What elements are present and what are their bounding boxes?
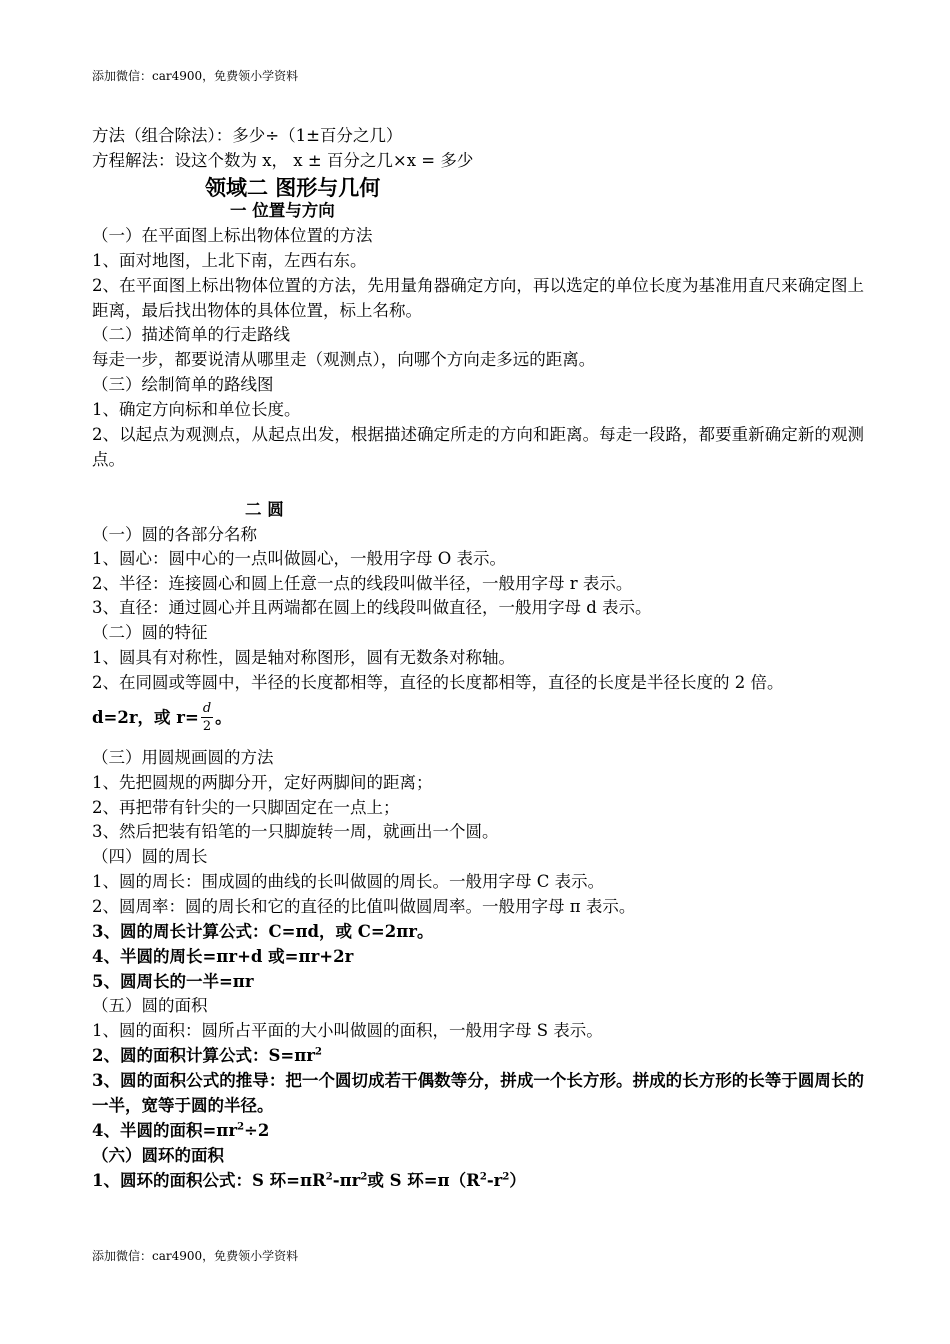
s1-sub1: （一）在平面图上标出物体位置的方法 xyxy=(92,226,373,245)
page-footer: 添加微信：car4900，免费领小学资料 xyxy=(92,1249,299,1263)
intro-method: 方法（组合除法）：多少÷（1±百分之几） xyxy=(92,126,403,145)
s2-p14: 1、圆的面积：圆所占平面的大小叫做圆的面积，一般用字母 S 表示。 xyxy=(92,1021,603,1040)
s2-p4: 1、圆具有对称性，圆是轴对称图形，圆有无数条对称轴。 xyxy=(92,648,515,667)
superscript-2: 2 xyxy=(502,1171,510,1183)
section2-title: 二 圆 xyxy=(245,500,284,519)
ring-formula-a: 1、圆环的面积公式：S 环=πR xyxy=(92,1171,326,1190)
s2-p13: 5、圆周长的一半=πr xyxy=(92,972,254,991)
s2-p11: 3、圆的周长计算公式：C=πd，或 C=2πr。 xyxy=(92,922,434,941)
ring-formula-b: -πr xyxy=(332,1171,361,1190)
s2-p18 xyxy=(92,1173,526,1190)
s2-sub2: （二）圆的特征 xyxy=(92,623,208,642)
page-header: 添加微信：car4900，免费领小学资料 xyxy=(92,69,299,83)
half-area-text: 4、半圆的面积=πr xyxy=(92,1121,238,1140)
s2-sub1: （一）圆的各部分名称 xyxy=(92,525,257,544)
s2-p15 xyxy=(92,1048,322,1065)
s2-diameter-formula xyxy=(92,700,232,736)
area-formula-text: 2、圆的面积计算公式：S=πr xyxy=(92,1046,315,1065)
formula-b: 。 xyxy=(215,708,232,727)
s2-p5: 2、在同圆或等圆中，半径的长度都相等，直径的长度都相等，直径的长度是半径长度的 2 倍。 xyxy=(92,673,784,692)
s2-sub3: （三）用圆规画圆的方法 xyxy=(92,748,274,767)
s1-sub3: （三）绘制简单的路线图 xyxy=(92,375,274,394)
superscript-2: 2 xyxy=(360,1171,368,1183)
superscript-2: 2 xyxy=(325,1171,333,1183)
s2-p8: 3、然后把装有铅笔的一只脚旋转一周，就画出一个圆。 xyxy=(92,822,499,841)
domain-title: 领域二 图形与几何 xyxy=(205,175,381,200)
s2-sub5: （五）圆的面积 xyxy=(92,996,208,1015)
s2-p17 xyxy=(92,1123,269,1140)
fraction-d-over-2 xyxy=(201,701,213,736)
s2-p1: 1、圆心：圆中心的一点叫做圆心，一般用字母 O 表示。 xyxy=(92,549,507,568)
s2-p12: 4、半圆的周长=πr+d 或=πr+2r xyxy=(92,947,354,966)
s1-p4: 1、确定方向标和单位长度。 xyxy=(92,400,301,419)
formula-a: d=2r，或 r= xyxy=(92,708,199,727)
intro-equation: 方程解法：设这个数为 x， x ± 百分之几×x = 多少 xyxy=(92,151,474,170)
section1-title: 一 位置与方向 xyxy=(230,201,335,220)
s2-p10: 2、圆周率：圆的周长和它的直径的比值叫做圆周率。一般用字母 π 表示。 xyxy=(92,897,636,916)
s2-p3: 3、直径：通过圆心并且两端都在圆上的线段叫做直径，一般用字母 d 表示。 xyxy=(92,598,652,617)
s2-p7: 2、再把带有针尖的一只脚固定在一点上； xyxy=(92,798,400,817)
superscript-2: 2 xyxy=(479,1171,487,1183)
s2-sub4: （四）圆的周长 xyxy=(92,847,208,866)
s2-p9: 1、圆的周长：围成圆的曲线的长叫做圆的周长。一般用字母 C 表示。 xyxy=(92,872,605,891)
ring-formula-e: ） xyxy=(509,1171,526,1190)
s2-p6: 1、先把圆规的两脚分开，定好两脚间的距离； xyxy=(92,773,433,792)
s1-p5: 2、以起点为观测点，从起点出发，根据描述确定所走的方向和距离。每走一段路，都要重新确定新的观测点。 xyxy=(92,425,864,469)
s1-p2: 2、在平面图上标出物体位置的方法，先用量角器确定方向，再以选定的单位长度为基准用直尺来确定图上距离，最后找出物体的具体位置，标上名称。 xyxy=(92,276,864,320)
s1-sub2: （二）描述简单的行走路线 xyxy=(92,325,290,344)
s2-p16: 3、圆的面积公式的推导：把一个圆切成若干偶数等分，拼成一个长方形。拼成的长方形的长等于圆周长的一半，宽等于圆的半径。 xyxy=(92,1071,864,1115)
ring-formula-c: 或 S 环=π（R xyxy=(367,1171,480,1190)
fraction-denominator: 2 xyxy=(202,719,212,734)
ring-formula-d: -r xyxy=(486,1171,503,1190)
s1-p1: 1、面对地图，上北下南，左西右东。 xyxy=(92,251,367,270)
superscript-2: 2 xyxy=(237,1121,245,1133)
fraction-numerator: d xyxy=(202,701,212,716)
s2-p2: 2、半径：连接圆心和圆上任意一点的线段叫做半径，一般用字母 r 表示。 xyxy=(92,574,633,593)
superscript-2: 2 xyxy=(315,1046,322,1058)
half-area-div: ÷2 xyxy=(244,1121,270,1140)
s2-sub6: （六）圆环的面积 xyxy=(92,1146,224,1165)
s1-p3: 每走一步，都要说清从哪里走（观测点），向哪个方向走多远的距离。 xyxy=(92,350,596,369)
